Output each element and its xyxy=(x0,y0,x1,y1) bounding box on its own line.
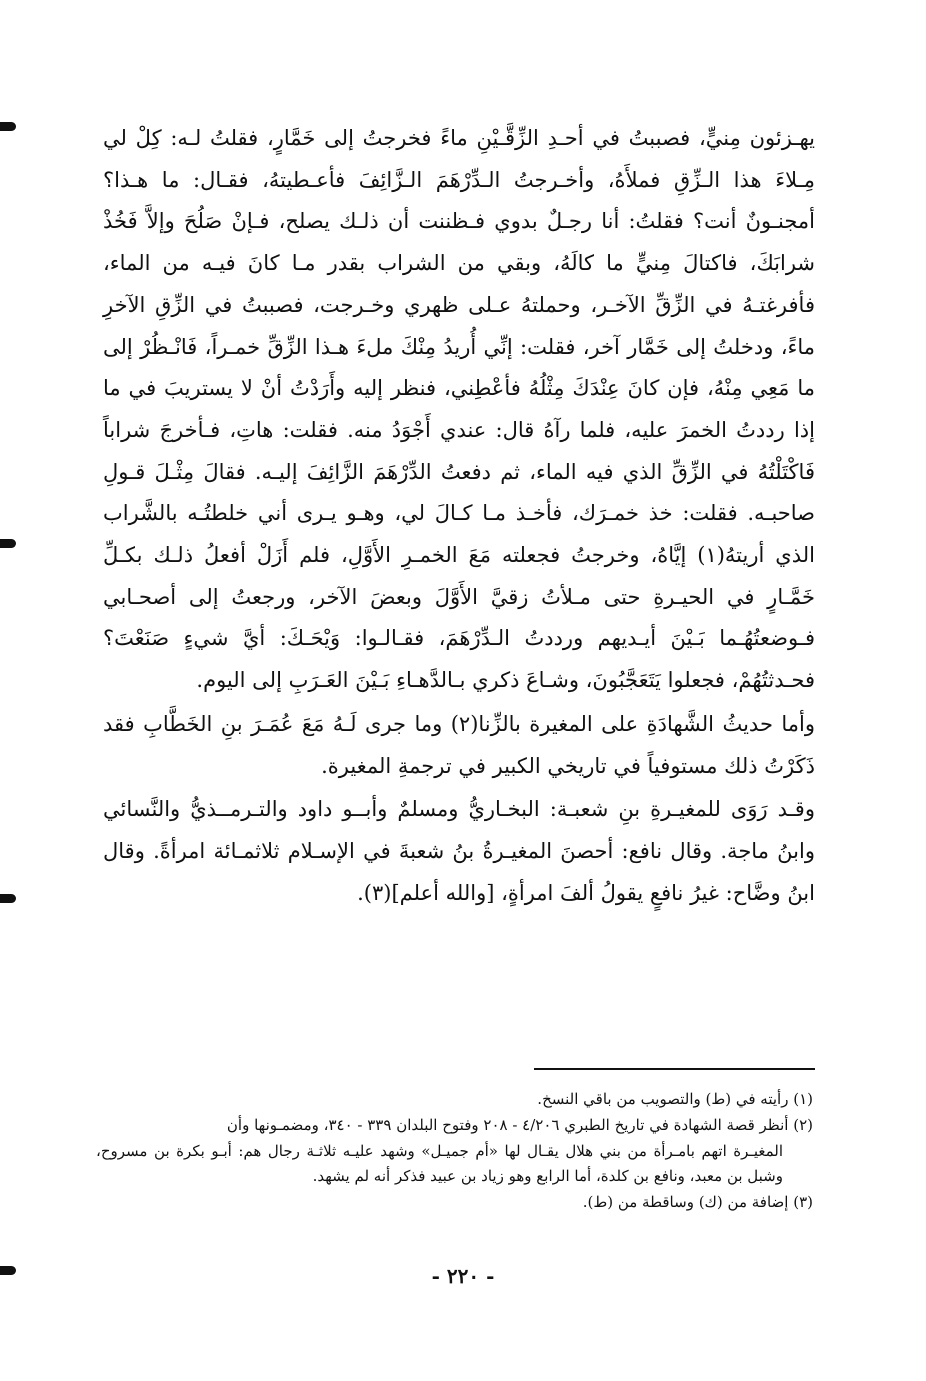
scan-edge-mark xyxy=(0,894,16,903)
paragraph: وأما حديثُ الشَّهادَةِ على المغيرة بالزِّنا(٢) وما جرى لَـهُ مَعَ عُمَـرَ بنِ الخَطَّابِ فقد ذَكَرْتُ ذلك مستوفياً في تاريخي الكبير في ترجمةِ المغيرة. xyxy=(103,711,815,778)
footnote-2-continued: المغيـرة اتهم بامـرأة من بني هلال يقـال لها «أم جميـل» وشهد عليـه ثلاثـة رجال هم: أبـو بكرة بن مسروح، وشبل بن معبد، ونافع بن كلدة، أما الرابع وهو زياد بن عبيد فذكر أنه لم يشهد. xyxy=(96,1141,783,1186)
scan-edge-mark xyxy=(0,539,16,548)
footnote-separator xyxy=(534,1068,815,1070)
main-text xyxy=(103,118,815,914)
footnote-2: (٢) أنظر قصة الشهادة في تاريخ الطبري ٤/٢٠٦ - ٢٠٨ وفتوح البلدان ٣٣٩ - ٣٤٠، ومضمـونها وأن xyxy=(226,1115,813,1134)
scan-edge-mark xyxy=(0,122,16,131)
footnote-3: (٣) إضافة من (ك) وساقطة من (ط). xyxy=(582,1193,813,1212)
paragraph: وقـد رَوَى للمغيـرةِ بنِ شعبـة: البخـاريُّ ومسلمٌ وأبــو داود والتـرمــذيُّ والنَّسائي وابنُ ماجة. وقال نافع: أحصنَ المغيـرةُ بنُ شعبةَ في الإسـلام ثلاثمـائة امرأةً. وقال ابنُ وضَّاح: غيرُ نافعٍ يقولُ ألفَ امرأةٍ، [والله أعلم](٣). xyxy=(103,797,815,905)
footnote-1: (١) رأيته في (ط) والتصويب من باقي النسخ. xyxy=(537,1090,813,1108)
paragraph: يهـزئون مِنيٍّ، فصببتُ في أحـدِ الزِّقَّـيْنِ ماءً فخرجتُ إلى خَمَّارٍ، فقلتُ لـه: كِلْ لي مِـلاءَ هذا الـزِّقِ فملأَهُ، وأخـرجتُ الـدِّرْهَمَ الـزَّائِفَ فأعـطيتهُ، فقـال: ما هـذا؟ أمجنـونٌ أنت؟ فقلتُ: أنا رجـلٌ بدوي فـظننت أن ذلـك يصلح، فـإنْ صَلُحَ وإلاَّ فَخُذْ شرابَكَ، فاكتالَ مِنيٍّ ما كالَهُ، وبقي من الشراب بقدر مـا كانَ فيـه من الماء، فأفرغتـهُ في الزِّقِّ الآخـر، وحملتهُ عـلى ظهري وخـرجت، فصببتُ في الزِّقِ الآخرِ ماءً، ودخلتُ إلى خَمَّار آخر، فقلت: إنِّي أُريدُ مِنْكَ ملءَ هـذا الزِّقِّ خمـراً، فَانْـظُرْ إلى ما مَعِي مِنْهُ، فإن كانَ عِنْدَكَ مِثْلُهُ فأعْطِني، فنظر إليه وأَرَدْتُ أنْ لا يستريبَ في ما إذا رددتُ الخمرَ عليه، فلما رآهُ قال: عندي أَجْوَدُ منه. فقلت: هاتِ، فـأخرجَ شراباً فَاكْتَلْتُهُ في الزِّقِّ الذي فيه الماء، ثم دفعتُ الدِّرْهَمَ الزَّائِفَ إليـه. فقالَ مِثْـلَ قـولِ صاحبـه. فقلت: خذ خمـرَك، فأخـذ مـا كـالَ لي، وهـو يـرى أني خلطتُـه بالشَّراب الذي أريتهُ(١) إيَّاهُ، وخرجتُ فجعلته مَعَ الخمـرِ الأَوَّلِ، فلم أَزَلْ أفعلُ ذلـك بكـلِّ خَمَّـارٍ في الحيـرةِ حتى مـلأتُ زقيَّ الأَوَّلَ وبعضَ الآخر، ورجعتُ إلى أصحـابي فـوضعتُهُـما بَـيْنَ أيـديهم ورددتُ الـدِّرْهَمَ، فقـالـوا: وَيْحَـكَ: أيَّ شيءٍ صَنَعْتَ؟ فحـدثتُهُمْ، فجعلوا يَتَعَجَّبُونَ، وشـاعَ ذكري بـالدَّهـاءِ بَـيْنَ العَـرَبِ إلى اليوم. xyxy=(103,126,815,693)
footnotes xyxy=(96,1087,813,1216)
page-number: - ٢٢٠ - xyxy=(431,1264,495,1288)
